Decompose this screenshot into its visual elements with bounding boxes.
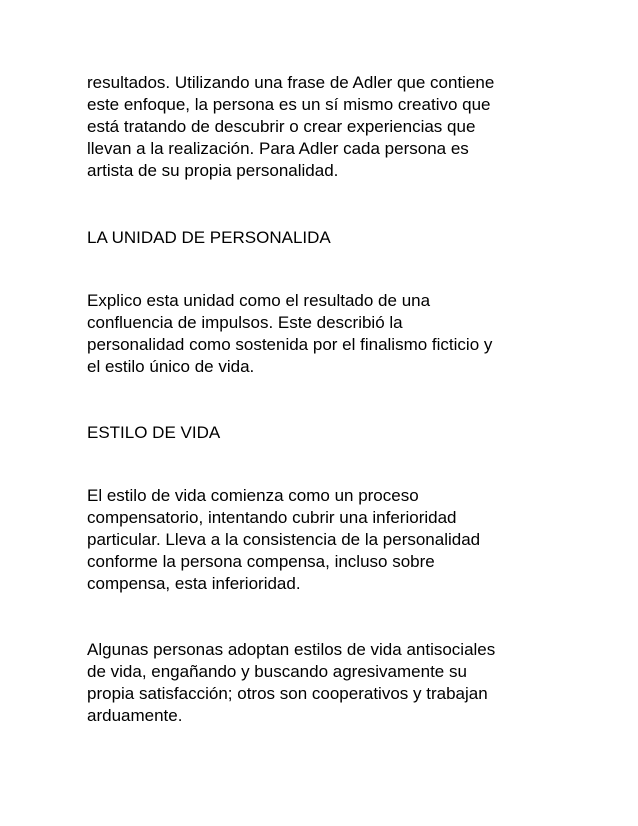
text-line: resultados. Utilizando una frase de Adler que contiene <box>87 73 495 92</box>
text-line: el estilo único de vida. <box>87 357 255 376</box>
text-line: El estilo de vida comienza como un proceso <box>87 486 419 505</box>
paragraph-estilos-antisociales <box>87 639 557 727</box>
text-line: este enfoque, la persona es un sí mismo creativo que <box>87 95 491 114</box>
text-line: llevan a la realización. Para Adler cada persona es <box>87 139 469 158</box>
text-line: confluencia de impulsos. Este describió la <box>87 313 403 332</box>
text-line: compensatorio, intentando cubrir una inferioridad <box>87 508 457 527</box>
text-line: propia satisfacción; otros son cooperativos y trabajan <box>87 684 488 703</box>
text-line: artista de su propia personalidad. <box>87 161 339 180</box>
paragraph-creative-self <box>87 72 557 182</box>
text-line: conforme la persona compensa, incluso sobre <box>87 552 435 571</box>
text-line: personalidad como sostenida por el finalismo ficticio y <box>87 335 493 354</box>
text-line: Explico esta unidad como el resultado de una <box>87 291 431 310</box>
paragraph-estilo-de-vida <box>87 485 557 595</box>
text-line: particular. Lleva a la consistencia de la personalidad <box>87 530 481 549</box>
section-heading-unidad: LA UNIDAD DE PERSONALIDA <box>87 228 331 247</box>
text-line: de vida, engañando y buscando agresivamente su <box>87 662 467 681</box>
text-line: Algunas personas adoptan estilos de vida antisociales <box>87 640 496 659</box>
paragraph-unidad <box>87 290 557 378</box>
section-heading-estilo-de-vida: ESTILO DE VIDA <box>87 423 221 442</box>
text-line: arduamente. <box>87 706 183 725</box>
text-line: está tratando de descubrir o crear experiencias que <box>87 117 476 136</box>
text-line: compensa, esta inferioridad. <box>87 574 301 593</box>
